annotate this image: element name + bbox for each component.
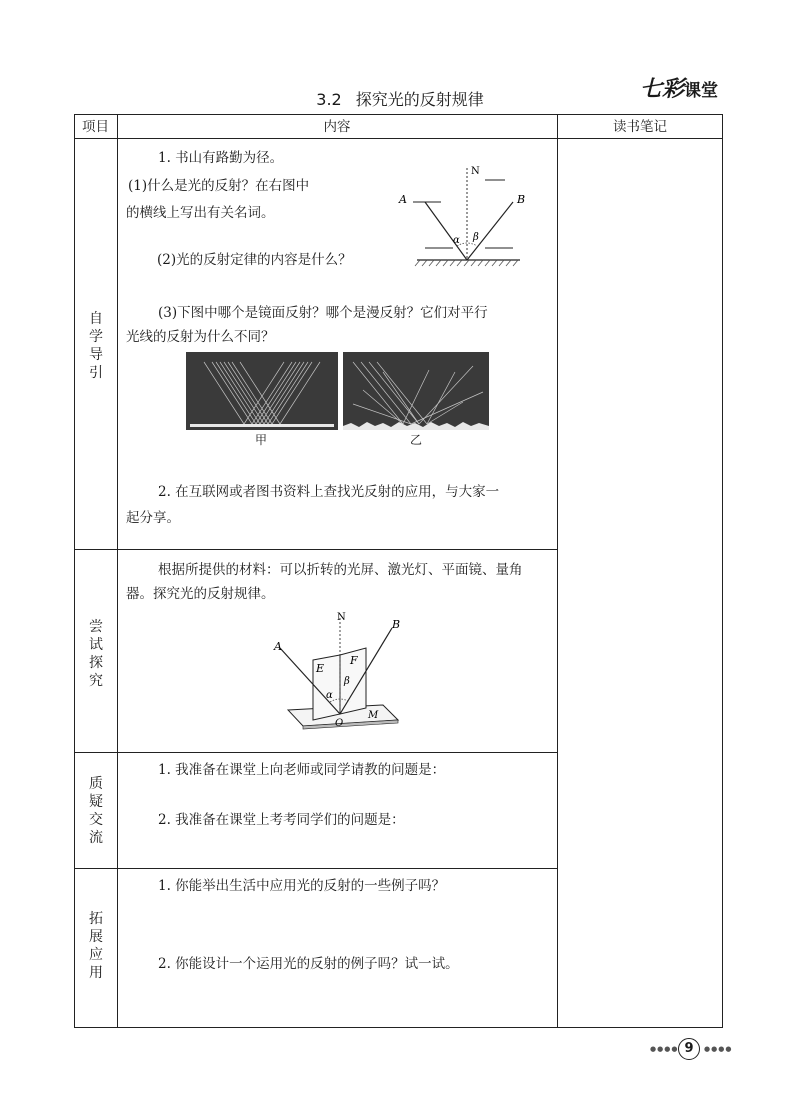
label-b: B xyxy=(392,618,401,631)
prompt-line: 光线的反射为什么不同？ xyxy=(126,329,275,345)
label-f: F xyxy=(350,654,358,667)
label-n: N xyxy=(471,166,480,177)
label-m: M xyxy=(368,710,379,721)
header-item: 项目 xyxy=(82,119,109,135)
label-n: N xyxy=(337,612,346,623)
label-beta: β xyxy=(344,676,350,687)
section-label-explore xyxy=(76,618,116,690)
prompt-line: 2. 在互联网或者图书资料上查找光反射的应用，与大家一 xyxy=(158,484,500,500)
section-title: 探究光的反射规律 xyxy=(355,90,484,109)
dots-right-icon: ●●●● xyxy=(704,1045,733,1053)
prompt-line: (3)下图中哪个是镜面反射？哪个是漫反射？它们对平行 xyxy=(158,305,488,321)
prompt-line: 起分享。 xyxy=(126,510,180,526)
row-divider-1 xyxy=(74,549,557,550)
label-a: A xyxy=(399,193,407,206)
section-label-text: 尝试探究 xyxy=(89,619,103,689)
photo-label-diffuse: 乙 xyxy=(410,433,423,447)
row-divider-3 xyxy=(74,868,557,869)
section-label-text: 拓展应用 xyxy=(89,911,103,981)
logo-text-b: 课堂 xyxy=(684,81,718,101)
row-divider-2 xyxy=(74,752,557,753)
prompt-line: 的横线上写出有关名词。 xyxy=(126,205,275,221)
logo-text-a: 七彩 xyxy=(640,76,685,102)
photo-label-specular: 甲 xyxy=(255,433,268,447)
reflection-diagram xyxy=(395,160,535,270)
prompt-line: 器。探究光的反射规律。 xyxy=(126,586,275,602)
section-label-text: 自学导引 xyxy=(89,311,103,381)
section-label-extend xyxy=(76,910,116,982)
label-alpha: α xyxy=(326,690,333,701)
specular-reflection-photo xyxy=(186,352,338,430)
prompt-line: 1. 我准备在课堂上向老师或同学请教的问题是： xyxy=(158,762,446,778)
section-number: 3.2 xyxy=(316,90,342,109)
prompt-line: 2. 我准备在课堂上考考同学们的问题是： xyxy=(158,812,405,828)
label-e: E xyxy=(316,662,325,675)
prompt-line: 1. 书山有路勤为径。 xyxy=(158,150,284,166)
page-number-value: 9 xyxy=(678,1038,700,1060)
label-b: B xyxy=(517,193,526,206)
experiment-diagram xyxy=(268,610,418,740)
label-o: O xyxy=(335,718,344,729)
section-label-discuss xyxy=(76,775,116,847)
prompt-line: 2. 你能设计一个运用光的反射的例子吗？试一试。 xyxy=(158,956,459,972)
header-content: 内容 xyxy=(323,119,351,135)
prompt-line: (1)什么是光的反射？在右图中 xyxy=(128,178,310,194)
section-label-self-study xyxy=(76,310,116,382)
prompt-line: 根据所提供的材料：可以折转的光屏、激光灯、平面镜、量角 xyxy=(158,562,523,578)
column-divider-2 xyxy=(557,114,558,1028)
diffuse-reflection-photo xyxy=(343,352,489,430)
column-divider-1 xyxy=(117,114,118,1028)
header-divider xyxy=(74,138,723,139)
label-a: A xyxy=(274,640,282,653)
prompt-line: 1. 你能举出生活中应用光的反射的一些例子吗？ xyxy=(158,878,446,894)
label-alpha: α xyxy=(453,235,460,246)
page-title xyxy=(0,87,800,110)
dots-left-icon: ●●●● xyxy=(650,1045,679,1053)
header-notes: 读书笔记 xyxy=(613,119,667,135)
section-label-text: 质疑交流 xyxy=(89,776,103,846)
prompt-line: (2)光的反射定律的内容是什么？ xyxy=(157,252,352,268)
page-number xyxy=(650,1038,733,1060)
label-beta: β xyxy=(473,232,479,243)
